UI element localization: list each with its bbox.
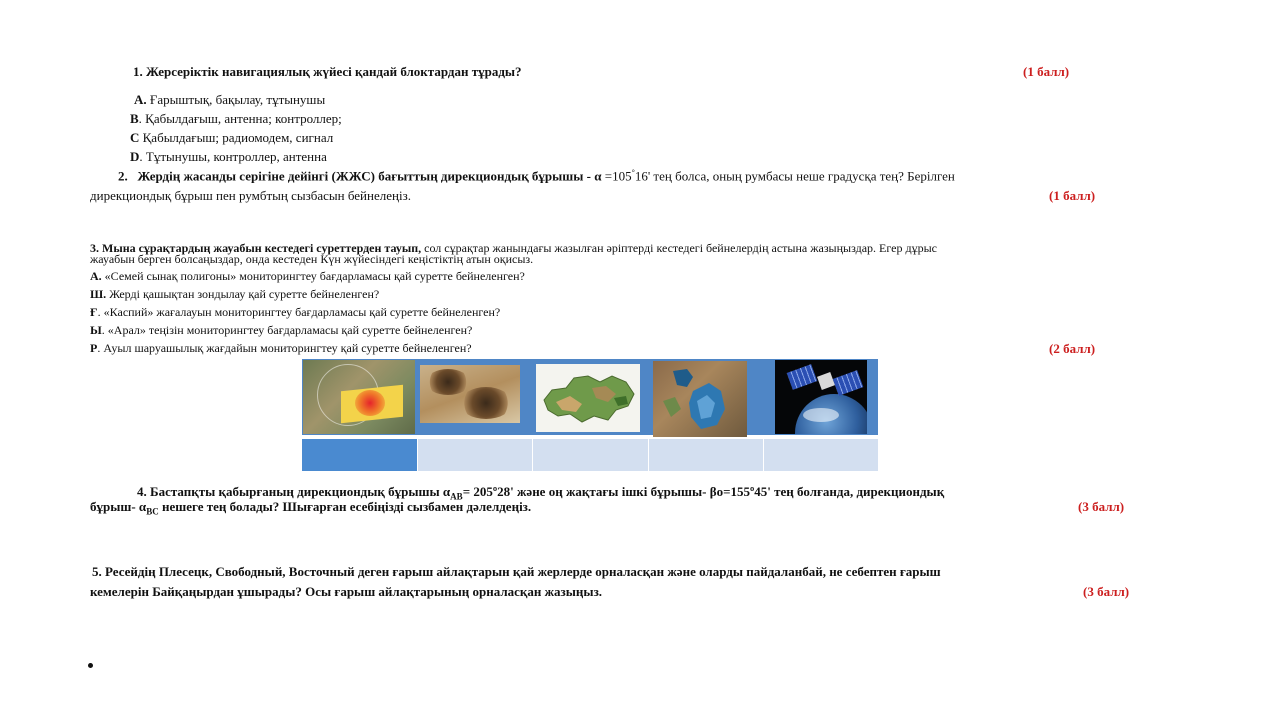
q3-item-gh [90,305,500,320]
answer-cell-4[interactable] [648,439,763,471]
question-2-line-1 [118,168,955,184]
q1-option-a-letter: А. [134,92,147,107]
satellite-over-earth-image [775,360,867,434]
question-5-points: (3 балл) [1083,584,1130,599]
question-5-line-1: 5. Ресейдің Плесецк, Свободный, Восточный деген ғарыш айлақтарын қай жерлерде орналасқан және оларды пайдаланбай, не себептен ғарыш [92,564,941,579]
question-1-text: 1. Жерсеріктік навигациялық жүйесі қандай блоктардан тұрады? [133,64,522,79]
q1-option-d-text: . Тұтынушы, контроллер, антенна [139,149,327,164]
question-2-number: 2. [118,168,128,184]
question-4-line-2-b: нешеге тең болады? Шығарған есебіңізді сызбамен дәлелдеңіз. [158,499,532,514]
quarry-craters-image [420,365,520,423]
q3-item-gh-text: . «Каспий» жағалауын мониторингтеу бағдарламасы қай суретте бейнеленген? [97,305,501,319]
bullet-point [88,663,93,668]
q1-option-b-text: . Қабылдағыш, антенна; контроллер; [138,111,342,126]
q1-option-a-text: Ғарыштық, бақылау, тұтынушы [146,92,326,107]
table-cell-image-2 [417,359,532,435]
subscript-ab: AB [450,491,463,502]
question-4-mid: = 205º28' және оң жақтағы ішкі бұрышы- βо=155º45' тең болғанда, дирекциондық [462,484,945,499]
q3-item-r [90,341,472,356]
q3-item-a [90,269,525,284]
q3-item-y [90,323,472,338]
q3-item-gh-letter: Ғ [90,305,98,319]
question-3-points: (2 балл) [1049,341,1096,356]
question-5-line-2: кемелерін Байқаңырдан ұшырады? Осы ғарыш айлақтарының орналасқан жазыңыз. [90,584,603,599]
q1-option-d [130,149,327,165]
question-4-line-2 [90,499,531,517]
question-4-points: (3 балл) [1078,499,1125,514]
q3-item-r-text: . Ауыл шаруашылық жағдайын мониторингтеу қай суретте бейнеленген? [97,341,472,355]
aral-sea-satellite-image [653,361,747,437]
q3-item-sh-letter: Ш. [90,287,107,301]
degree-sign: ° [631,168,635,177]
q1-option-a [134,92,325,108]
table-cell-image-1 [302,359,417,435]
question-4-lead: 4. Бастапқты қабырғаның дирекциондық бұрышы α [137,484,451,499]
question-3-bold-text: 3. Мына сұрақтардың жауабын кестедегі суреттерден тауып, [90,241,422,255]
table-cell-image-5 [763,359,878,435]
q3-item-sh [90,287,379,302]
question-2-bold-text: Жердің жасанды серігіне дейінгі (ЖЖС) бағыттың дирекциондық бұрышы - α [137,168,602,184]
question-2-points: (1 балл) [1049,188,1096,203]
kazakhstan-map-image [536,364,640,432]
question-2-tail: 16' тең болса, оның румбасы неше градусқа тең? Берілген [634,168,955,184]
question-4-line-2-a: бұрыш- α [90,499,147,514]
answer-cell-2[interactable] [417,439,532,471]
q3-item-y-letter: Ы [90,323,102,337]
answer-cell-3[interactable] [532,439,648,471]
q1-option-c-text: Қабылдағыш; радиомодем, сигнал [139,130,334,145]
image-answer-table [302,359,878,471]
question-2-equation: =105 [601,168,632,184]
q3-item-a-text: «Семей сынақ полигоны» мониторингтеу бағдарламасы қай суретте бейнеленген? [101,269,525,283]
question-2-line-2: дирекциондық бұрыш пен румбтың сызбасын бейнелеңіз. [90,188,411,203]
q1-option-d-letter: D [130,149,140,164]
subscript-bc: BC [146,506,159,517]
q3-item-a-letter: А. [90,269,102,283]
question-3-line-2: жауабын берген болсаңыздар, онда кестеден Күн жүйесіндегі кеңістіктің атын оқисыз. [90,252,534,266]
q1-option-c-letter: С [130,130,140,145]
q3-item-r-letter: Р [90,341,98,355]
q3-item-y-text: . «Арал» теңізін мониторингтеу бағдарламасы қай суретте бейнеленген? [101,323,473,337]
q1-option-b [130,111,342,127]
q1-option-c [130,130,333,146]
answer-cell-5[interactable] [763,439,878,471]
question-1-points: (1 балл) [1023,64,1070,79]
semey-polygon-map-image [303,360,415,434]
question-3-rest: сол сұрақтар жанындағы жазылған әріптерді кестедегі бейнелердің астына жазыңыздар. Егер дұрыс [421,241,937,255]
q3-item-sh-text: Жерді қашықтан зондылау қай суретте бейнеленген? [106,287,380,301]
table-cell-image-4 [648,359,763,435]
table-cell-image-3 [532,359,648,435]
q1-option-b-letter: В [130,111,139,126]
answer-cell-1[interactable] [302,439,417,471]
